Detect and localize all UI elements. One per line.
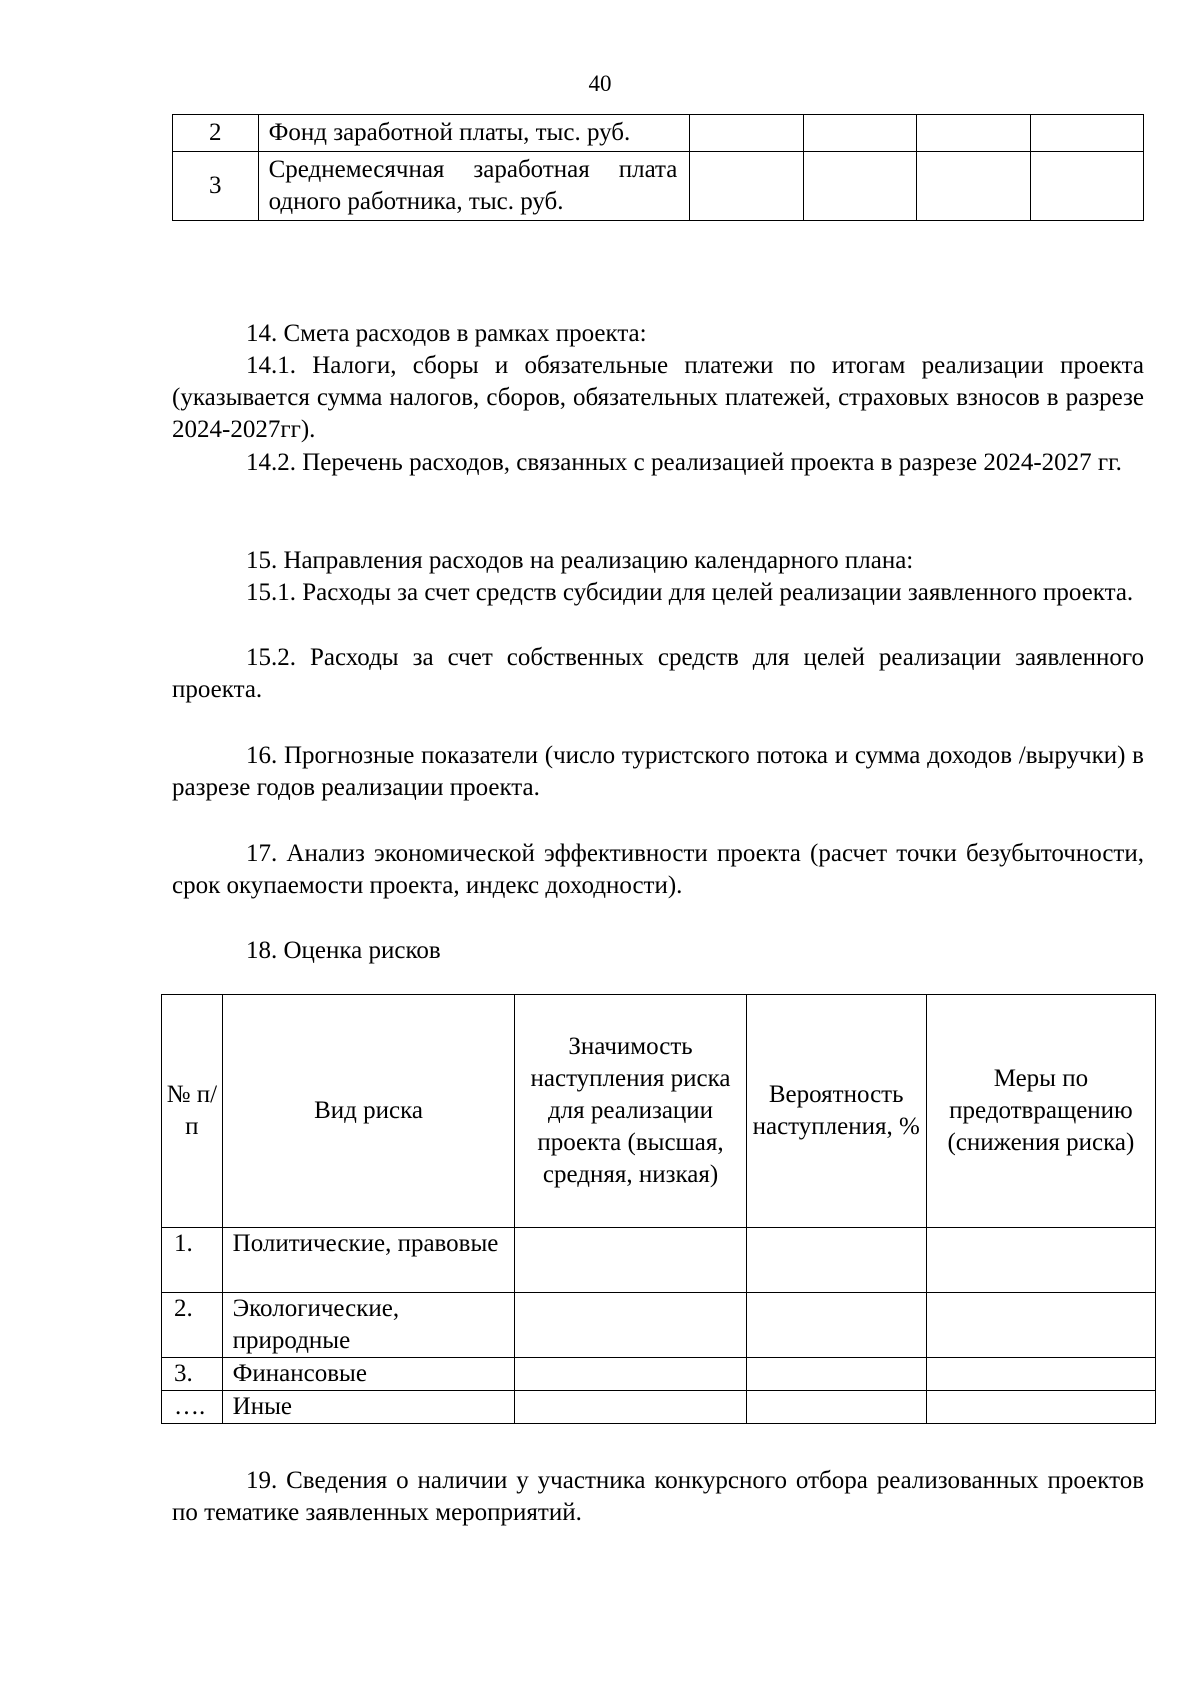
risk-type: Финансовые <box>222 1358 515 1391</box>
empty-cell <box>746 1358 926 1391</box>
risk-type: Иные <box>222 1391 515 1424</box>
section-16: 16. Прогнозные показатели (число туристского потока и сумма доходов /выручки) в разрезе годов реализации проекта. <box>172 742 1144 801</box>
row-number: 1. <box>162 1228 223 1293</box>
risk-type: Политические, правовые <box>222 1228 515 1293</box>
risk-type: Экологические, природные <box>222 1293 515 1358</box>
table-row <box>162 1391 1156 1424</box>
empty-cell <box>515 1391 746 1424</box>
row-number: 2 <box>173 115 259 152</box>
header-probability: Вероятность наступления, % <box>746 995 926 1228</box>
table-row <box>162 1293 1156 1358</box>
empty-cell <box>803 115 916 152</box>
row-number: 3 <box>173 152 259 221</box>
empty-cell <box>1030 115 1143 152</box>
table-row <box>173 115 1144 152</box>
empty-cell <box>515 1358 746 1391</box>
row-label: Среднемесячная заработная плата одного работника, тыс. руб. <box>258 152 690 221</box>
empty-cell <box>926 1358 1155 1391</box>
section-15-heading: 15. Направления расходов на реализацию календарного плана: <box>246 547 914 574</box>
row-number: 2. <box>162 1293 223 1358</box>
risk-table <box>161 994 1156 1424</box>
empty-cell <box>690 152 803 221</box>
empty-cell <box>917 152 1030 221</box>
table-row <box>173 152 1144 221</box>
section-19: 19. Сведения о наличии у участника конкурсного отбора реализованных проектов по тематике заявленных мероприятий. <box>172 1467 1144 1526</box>
empty-cell <box>1030 152 1143 221</box>
empty-cell <box>803 152 916 221</box>
section-17: 17. Анализ экономической эффективности проекта (расчет точки безубыточности, срок окупаемости проекта, индекс доходности). <box>172 840 1144 899</box>
salary-table <box>172 114 1144 221</box>
page-number: 40 <box>588 71 612 96</box>
empty-cell <box>746 1228 926 1293</box>
empty-cell <box>746 1293 926 1358</box>
empty-cell <box>917 115 1030 152</box>
row-number: …. <box>162 1391 223 1424</box>
header-measures: Меры по предотвращению (снижения риска) <box>926 995 1155 1228</box>
section-14-2: 14.2. Перечень расходов, связанных с реализацией проекта в разрезе 2024-2027 гг. <box>246 449 1122 476</box>
empty-cell <box>926 1293 1155 1358</box>
table-row <box>162 1358 1156 1391</box>
empty-cell <box>690 115 803 152</box>
section-18-heading: 18. Оценка рисков <box>246 937 441 964</box>
row-number: 3. <box>162 1358 223 1391</box>
empty-cell <box>515 1293 746 1358</box>
section-15-2: 15.2. Расходы за счет собственных средств для целей реализации заявленного проекта. <box>172 644 1144 703</box>
empty-cell <box>515 1228 746 1293</box>
empty-cell <box>926 1391 1155 1424</box>
risk-table-header <box>162 995 1156 1228</box>
empty-cell <box>746 1391 926 1424</box>
header-risk-type: Вид риска <box>222 995 515 1228</box>
row-label: Фонд заработной платы, тыс. руб. <box>258 115 690 152</box>
empty-cell <box>926 1228 1155 1293</box>
table-row <box>162 1228 1156 1293</box>
section-14-heading: 14. Смета расходов в рамках проекта: <box>246 320 647 347</box>
header-significance: Значимость наступления риска для реализации проекта (высшая, средняя, низкая) <box>515 995 746 1228</box>
section-14-1: 14.1. Налоги, сборы и обязательные платежи по итогам реализации проекта (указывается сумма налогов, сборов, обязательных платежей, страховых взносов в разрезе 2024-2027гг). <box>172 352 1144 443</box>
header-num: № п/п <box>162 995 223 1228</box>
section-15-1: 15.1. Расходы за счет средств субсидии для целей реализации заявленного проекта. <box>246 579 1134 606</box>
